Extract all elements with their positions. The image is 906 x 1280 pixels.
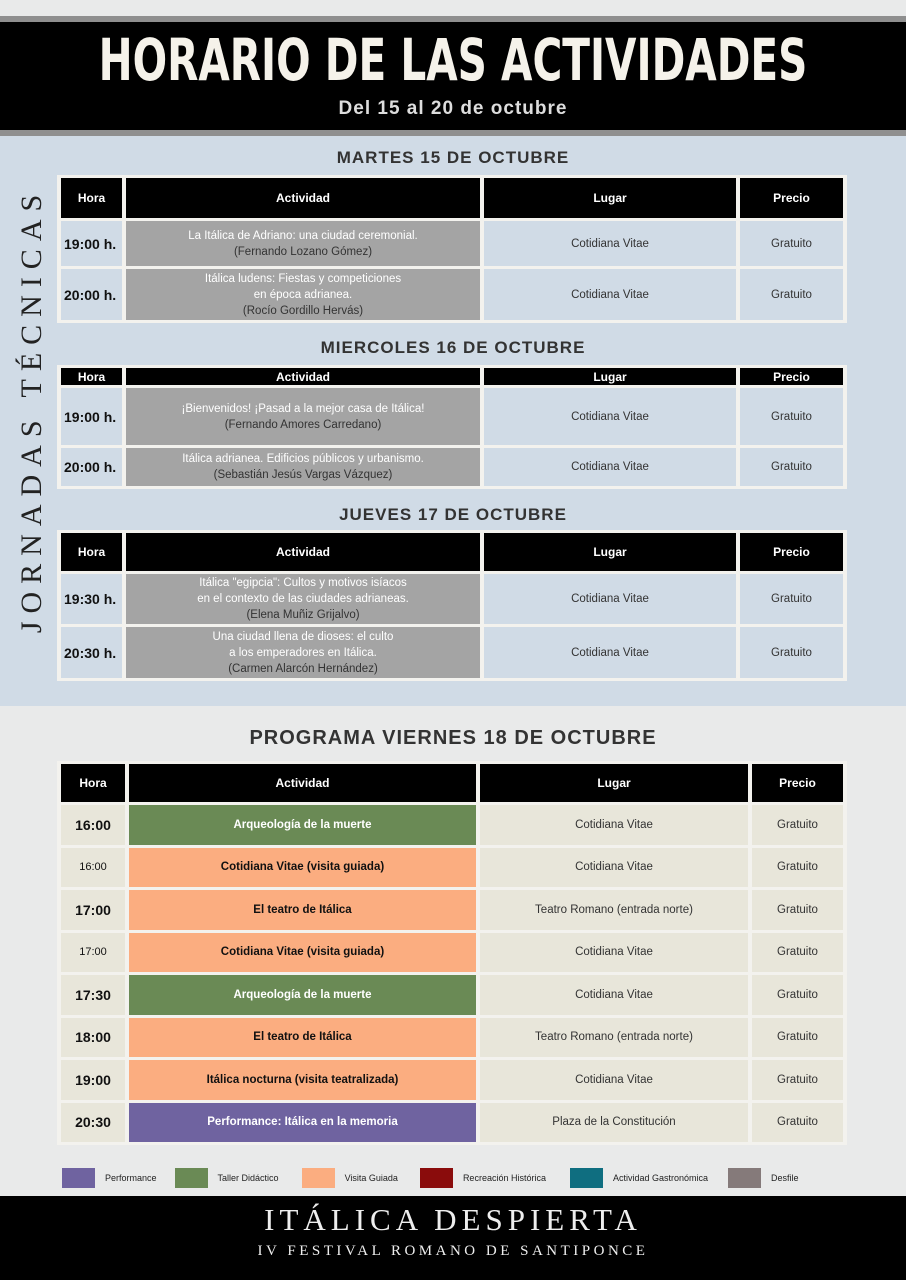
venue-cell: Cotidiana Vitae <box>480 933 748 973</box>
activity-title: Itálica "egipcia": Cultos y motivos isíacos <box>199 577 407 589</box>
activity-title: en el contexto de las ciudades adrianeas. <box>197 593 409 605</box>
side-label: JORNADAS TÉCNICAS <box>15 186 48 634</box>
speaker: (Carmen Alarcón Hernández) <box>228 662 378 675</box>
legend-label: Visita Guiada <box>344 1173 398 1183</box>
activity-title: Una ciudad llena de dioses: el culto <box>212 630 394 643</box>
column-header-precio: Precio <box>740 368 843 385</box>
venue-cell: Cotidiana Vitae <box>484 269 736 320</box>
column-header-hora: Hora <box>61 533 122 571</box>
price-cell: Gratuito <box>752 975 843 1015</box>
day-table <box>57 175 847 323</box>
footer-subtitle: IV FESTIVAL ROMANO DE SANTIPONCE <box>257 1243 649 1259</box>
legend-label: Actividad Gastronómica <box>612 1173 709 1183</box>
price-cell: Gratuito <box>752 933 843 973</box>
price-cell: Gratuito <box>752 805 843 845</box>
venue-cell: Teatro Romano (entrada norte) <box>480 1018 748 1058</box>
speaker: (Elena Muñiz Grijalvo) <box>246 609 360 621</box>
price-cell: Gratuito <box>740 574 843 624</box>
activity-cell: Performance: Itálica en la memoria <box>129 1103 476 1143</box>
column-header-hora: Hora <box>61 178 122 218</box>
price-cell: Gratuito <box>740 448 843 486</box>
activity-cell <box>126 574 480 624</box>
price-cell: Gratuito <box>752 848 843 888</box>
legend-label: Recreación Histórica <box>462 1173 546 1183</box>
legend-label: Taller Didáctico <box>217 1173 279 1183</box>
page-subtitle: Del 15 al 20 de octubre <box>338 98 568 119</box>
activity-title: a los emperadores en Itálica. <box>229 646 377 659</box>
column-header-hora: Hora <box>61 368 122 385</box>
activity-title: en época adrianea. <box>253 288 353 301</box>
time-cell: 19:00 h. <box>61 388 122 445</box>
activity-title: Itálica ludens: Fiestas y competiciones <box>204 272 402 285</box>
time-cell: 20:00 h. <box>61 269 122 320</box>
column-header-lugar: Lugar <box>484 368 736 385</box>
column-header-lugar: Lugar <box>484 178 736 218</box>
time-cell: 19:30 h. <box>61 574 122 624</box>
activity-cell: Arqueología de la muerte <box>129 975 476 1015</box>
column-header-lugar: Lugar <box>480 764 748 802</box>
activity-cell: Cotidiana Vitae (visita guiada) <box>129 848 476 888</box>
activity-cell: Cotidiana Vitae (visita guiada) <box>129 933 476 973</box>
time-cell: 17:30 <box>61 975 125 1015</box>
legend-swatch <box>62 1168 95 1188</box>
column-header-precio: Precio <box>740 178 843 218</box>
activity-cell <box>126 269 480 320</box>
legend-item <box>570 1168 708 1188</box>
legend-swatch <box>302 1168 335 1188</box>
day-table <box>57 530 847 681</box>
activity-title: La Itálica de Adriano: una ciudad ceremonial. <box>188 229 418 242</box>
activity-title: ¡Bienvenidos! ¡Pasad a la mejor casa de Itálica! <box>181 402 425 415</box>
venue-cell: Cotidiana Vitae <box>480 805 748 845</box>
time-cell: 19:00 h. <box>61 221 122 266</box>
legend-item <box>62 1168 157 1188</box>
venue-cell: Cotidiana Vitae <box>484 627 736 678</box>
page-title: HORARIO DE LAS ACTIVIDADES <box>98 26 808 94</box>
legend-label: Performance <box>105 1173 157 1183</box>
venue-cell: Cotidiana Vitae <box>480 975 748 1015</box>
price-cell: Gratuito <box>752 1103 843 1143</box>
price-cell: Gratuito <box>752 890 843 930</box>
activity-cell: El teatro de Itálica <box>129 1018 476 1058</box>
speaker: (Sebastián Jesús Vargas Vázquez) <box>213 469 393 481</box>
column-header-actividad: Actividad <box>126 533 480 571</box>
footer <box>0 1196 906 1280</box>
activity-cell: El teatro de Itálica <box>129 890 476 930</box>
day-title: MIERCOLES 16 DE OCTUBRE <box>320 338 586 357</box>
legend <box>62 1168 799 1188</box>
column-header-lugar: Lugar <box>484 533 736 571</box>
price-cell: Gratuito <box>740 221 843 266</box>
legend-label: Desfile <box>771 1173 799 1183</box>
venue-cell: Cotidiana Vitae <box>484 448 736 486</box>
venue-cell: Cotidiana Vitae <box>480 1060 748 1100</box>
activity-cell <box>126 221 480 266</box>
activity-title: Itálica adrianea. Edificios públicos y urbanismo. <box>182 453 424 465</box>
legend-item <box>420 1168 546 1188</box>
column-header-hora: Hora <box>61 764 125 802</box>
time-cell: 20:30 h. <box>61 627 122 678</box>
venue-cell: Plaza de la Constitución <box>480 1103 748 1143</box>
column-header-actividad: Actividad <box>126 178 480 218</box>
speaker: (Rocío Gordillo Hervás) <box>242 304 364 317</box>
activity-cell <box>126 627 480 678</box>
time-cell: 17:00 <box>61 933 125 973</box>
programa-title: PROGRAMA VIERNES 18 DE OCTUBRE <box>249 727 657 749</box>
time-cell: 16:00 <box>61 805 125 845</box>
time-cell: 20:00 h. <box>61 448 122 486</box>
price-cell: Gratuito <box>752 1060 843 1100</box>
price-cell: Gratuito <box>752 1018 843 1058</box>
venue-cell: Cotidiana Vitae <box>480 848 748 888</box>
activity-cell: Itálica nocturna (visita teatralizada) <box>129 1060 476 1100</box>
legend-item <box>302 1168 398 1188</box>
venue-cell: Teatro Romano (entrada norte) <box>480 890 748 930</box>
column-header-actividad: Actividad <box>129 764 476 802</box>
programa-table <box>57 761 847 1145</box>
legend-item <box>175 1168 279 1188</box>
speaker: (Fernando Lozano Gómez) <box>233 245 373 258</box>
legend-swatch <box>175 1168 208 1188</box>
column-header-precio: Precio <box>740 533 843 571</box>
legend-swatch <box>570 1168 603 1188</box>
activity-cell <box>126 448 480 486</box>
time-cell: 20:30 <box>61 1103 125 1143</box>
venue-cell: Cotidiana Vitae <box>484 574 736 624</box>
day-table <box>57 365 847 489</box>
speaker: (Fernando Amores Carredano) <box>224 418 382 431</box>
activity-cell <box>126 388 480 445</box>
legend-swatch <box>420 1168 453 1188</box>
time-cell: 16:00 <box>61 848 125 888</box>
venue-cell: Cotidiana Vitae <box>484 221 736 266</box>
column-header-actividad: Actividad <box>126 368 480 385</box>
time-cell: 18:00 <box>61 1018 125 1058</box>
footer-title: ITÁLICA DESPIERTA <box>264 1202 642 1237</box>
day-title: JUEVES 17 DE OCTUBRE <box>339 505 567 524</box>
time-cell: 19:00 <box>61 1060 125 1100</box>
price-cell: Gratuito <box>740 627 843 678</box>
price-cell: Gratuito <box>740 269 843 320</box>
time-cell: 17:00 <box>61 890 125 930</box>
activity-cell: Arqueología de la muerte <box>129 805 476 845</box>
venue-cell: Cotidiana Vitae <box>484 388 736 445</box>
price-cell: Gratuito <box>740 388 843 445</box>
legend-item <box>728 1168 799 1188</box>
column-header-precio: Precio <box>752 764 843 802</box>
day-title: MARTES 15 DE OCTUBRE <box>336 148 570 167</box>
legend-swatch <box>728 1168 761 1188</box>
